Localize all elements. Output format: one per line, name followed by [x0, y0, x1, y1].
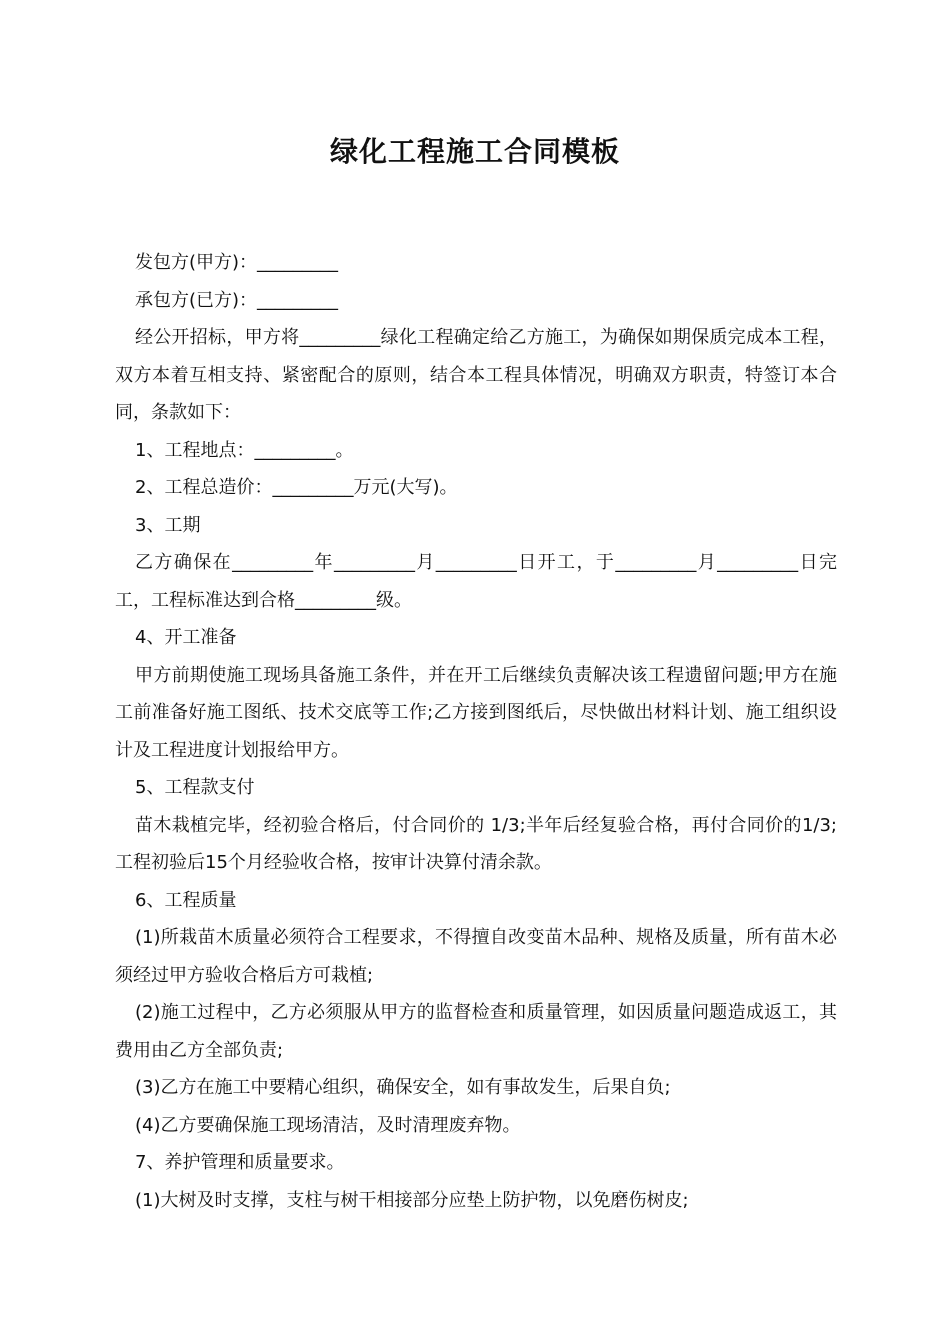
party-a-line: 发包方(甲方)：_________ [135, 252, 339, 273]
clause-6-item-2: (2)施工过程中，乙方必须服从甲方的监督检查和质量管理，如因质量问题造成返工，其费用由乙方全部负责; [115, 1002, 837, 1061]
clause-3-text: 乙方确保在_________年_________月_________日开工，于_________月_________日完工，工程标准达到合格_________级。 [115, 552, 837, 611]
clause-6-item-3: (3)乙方在施工中要精心组织，确保安全，如有事故发生，后果自负; [135, 1077, 671, 1098]
clause-6-item-1: (1)所栽苗木质量必须符合工程要求，不得擅自改变苗木品种、规格及质量，所有苗木必须经过甲方验收合格后方可栽植; [115, 927, 837, 986]
clause-1-location: 1、工程地点：_________。 [135, 439, 354, 461]
clause-5-text: 苗木栽植完毕，经初验合格后，付合同价的 1/3;半年后经复验合格，再付合同价的1/3;工程初验后15个月经验收合格，按审计决算付清余款。 [115, 814, 837, 873]
clause-2-price: 2、工程总造价：_________万元(大写)。 [135, 477, 458, 498]
document-title: 绿化工程施工合同模板 [329, 135, 620, 168]
clause-4-heading: 4、开工准备 [135, 627, 237, 648]
clause-7-heading: 7、养护管理和质量要求。 [135, 1152, 345, 1173]
clause-6-heading: 6、工程质量 [135, 889, 237, 911]
clause-6-item-4: (4)乙方要确保施工现场清洁，及时清理废弃物。 [135, 1114, 521, 1136]
clause-4-text: 甲方前期使施工现场具备施工条件，并在开工后继续负责解决该工程遗留问题;甲方在施工前准备好施工图纸、技术交底等工作;乙方接到图纸后，尽快做出材料计划、施工组织设计及工程进度计划报给甲方。 [115, 664, 837, 761]
clause-5-heading: 5、工程款支付 [135, 777, 255, 798]
clause-7-item-1: (1)大树及时支撑，支柱与树干相接部分应垫上防护物，以免磨伤树皮; [135, 1189, 689, 1211]
intro-paragraph: 经公开招标，甲方将_________绿化工程确定给乙方施工，为确保如期保质完成本工程，双方本着互相支持、紧密配合的原则，结合本工程具体情况，明确双方职责，特签订本合同，条款如下： [115, 327, 837, 423]
contract-body [115, 244, 837, 1219]
party-b-line: 承包方(已方)：_________ [135, 289, 339, 311]
clause-3-heading: 3、工期 [135, 514, 201, 536]
